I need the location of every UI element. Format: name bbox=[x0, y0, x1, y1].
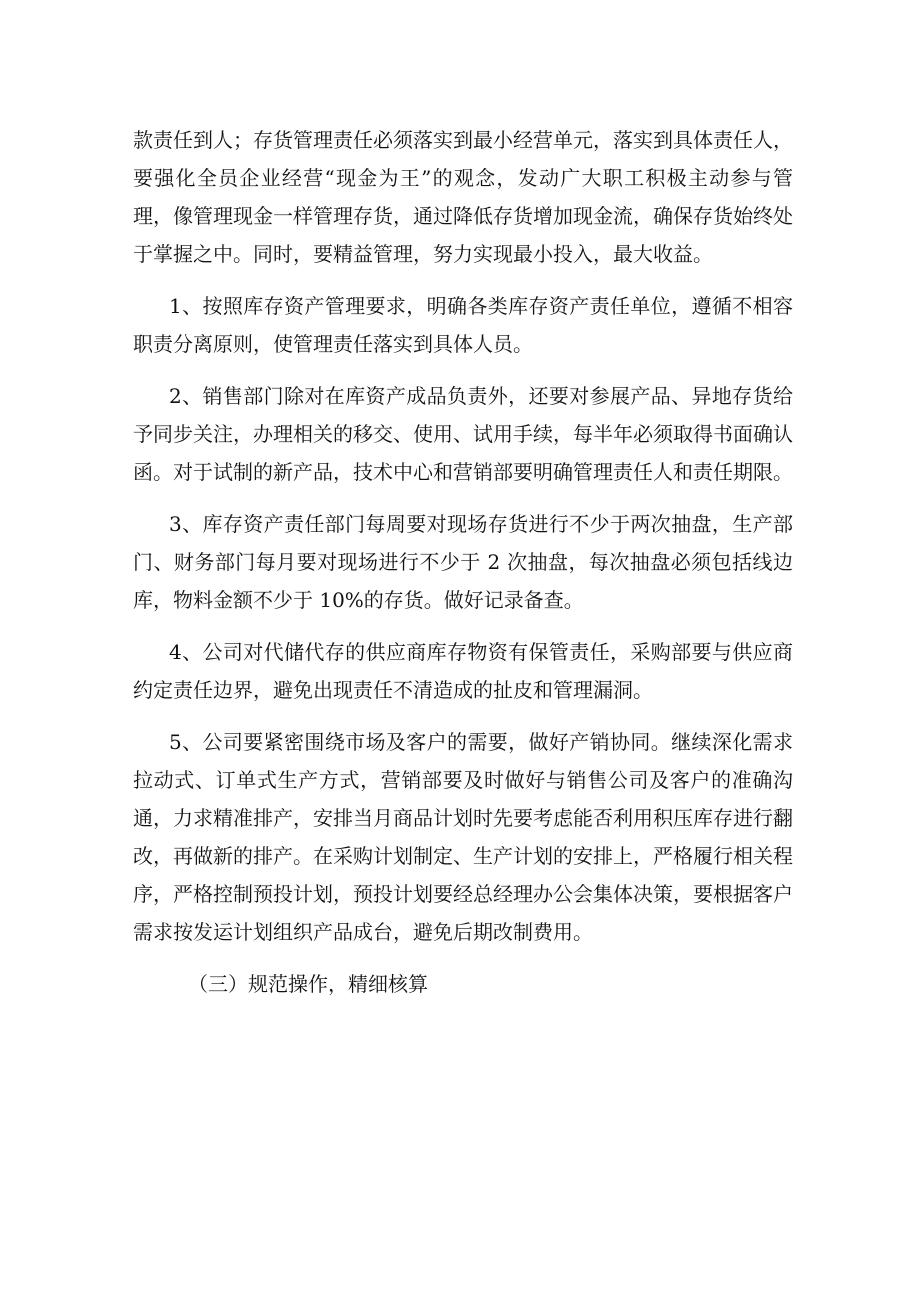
paragraph-item-4: 4、公司对代储代存的供应商库存物资有保管责任，采购部要与供应商约定责任边界，避免出现责任不清造成的扯皮和管理漏洞。 bbox=[133, 640, 793, 702]
paragraph-item-2: 2、销售部门除对在库资产成品负责外，还要对参展产品、异地存货给予同步关注，办理相关的移交、使用、试用手续，每半年必须取得书面确认函。对于试制的新产品，技术中心和营销部要明确管理责任人和责任期限。 bbox=[133, 384, 793, 484]
paragraph-item-3: 3、库存资产责任部门每周要对现场存货进行不少于两次抽盘，生产部门、财务部门每月要对现场进行不少于 2 次抽盘，每次抽盘必须包括线边库，物料金额不少于 10%的存货。做好记录备查。 bbox=[133, 512, 793, 612]
document-body bbox=[133, 121, 793, 1003]
paragraph-item-1: 1、按照库存资产管理要求，明确各类库存资产责任单位，遵循不相容职责分离原则，使管理责任落实到具体人员。 bbox=[133, 294, 793, 356]
paragraph-item-5: 5、公司要紧密围绕市场及客户的需要，做好产销协同。继续深化需求拉动式、订单式生产方式，营销部要及时做好与销售公司及客户的准确沟通，力求精准排产，安排当月商品计划时先要考虑能否利用积压库存进行翻改，再做新的排产。在采购计划制定、生产计划的安排上，严格履行相关程序，严格控制预投计划，预投计划要经总经理办公会集体决策，要根据客户需求按发运计划组织产品成台，避免后期改制费用。 bbox=[133, 730, 793, 944]
paragraph-continuation: 款责任到人；存货管理责任必须落实到最小经营单元，落实到具体责任人，要强化全员企业经营“现金为王”的观念，发动广大职工积极主动参与管理，像管理现金一样管理存货，通过降低存货增加现金流，确保存货始终处于掌握之中。同时，要精益管理，努力实现最小投入，最大收益。 bbox=[133, 128, 793, 266]
section-heading: （三）规范操作，精细核算 bbox=[188, 972, 428, 996]
